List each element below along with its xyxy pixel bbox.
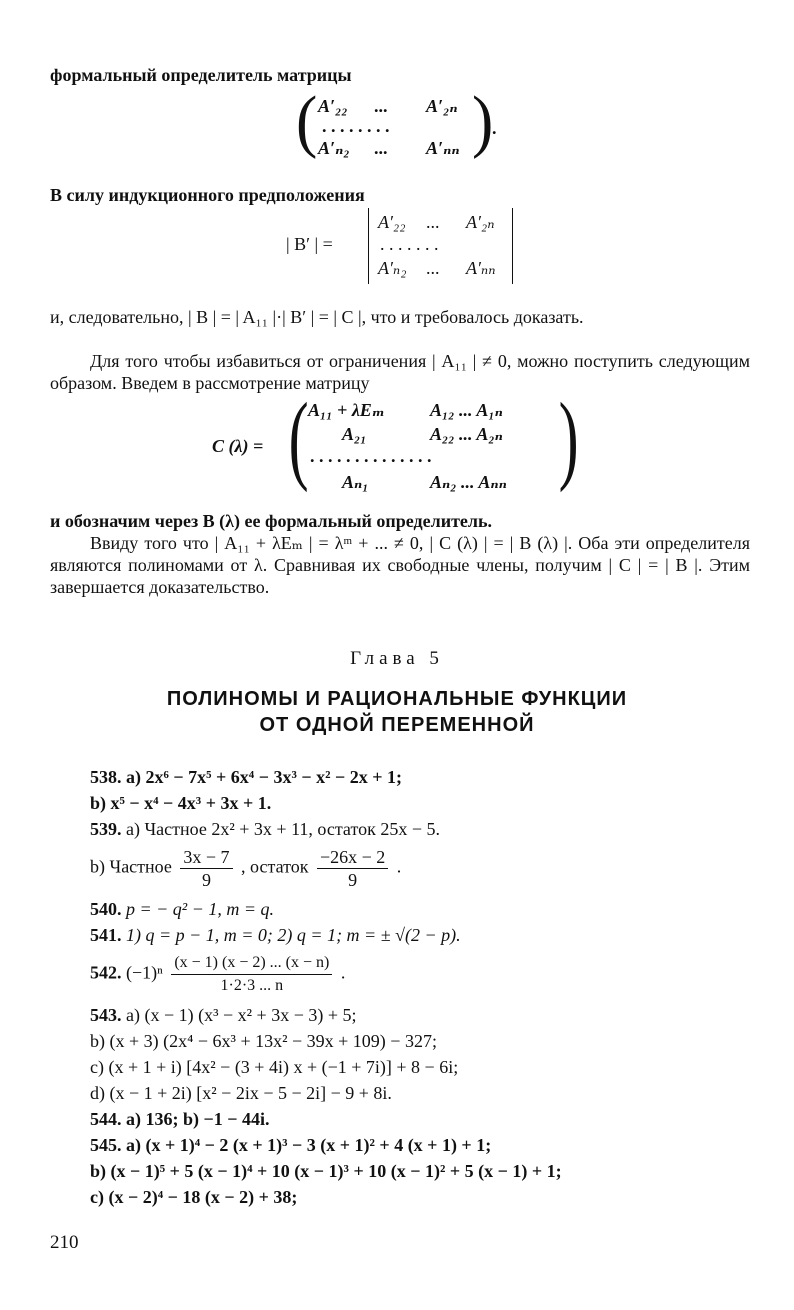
answer-543b: [90, 1030, 437, 1052]
fraction-2-numerator: −26x − 2: [317, 846, 388, 869]
answer-542: [90, 952, 345, 997]
intro-line: формальный определитель матрицы: [50, 65, 352, 85]
c-a11: A₁₁ + λEₘ: [308, 400, 385, 420]
c-dots: . . . . . . . . . . . . . .: [310, 446, 432, 466]
answer-text: a) 136; b) −1 − 44i.: [126, 1109, 270, 1129]
det-right-bar: [512, 208, 513, 284]
answer-539b: [90, 846, 401, 891]
det-an2: A′ₙ₂: [378, 258, 407, 278]
answer-text: a) 2x⁶ − 7x⁵ + 6x⁴ − 3x³ − x² − 2x + 1;: [126, 767, 403, 787]
answer-text: b) x⁵ − x⁴ − 4x³ + 3x + 1.: [90, 793, 272, 813]
paragraph-4: Ввиду того что | A₁₁ + λEₘ | = λᵐ + ... ≠ 0, | C (λ) | = | B (λ) |. Оба эти определителя являются полиномами от λ. Сравнивая их свободные члены, получим | C | = | B |. Этим завершается доказательство.: [50, 533, 750, 597]
induction-line: В силу индукционного предположения: [50, 185, 365, 205]
c-left-paren: (: [288, 382, 309, 493]
matrix1-a2n: A′₂ₙ: [426, 96, 458, 116]
det-label: | B′ | =: [286, 234, 333, 254]
matrix-c-lambda: [212, 382, 582, 504]
answer-text-mid: , остаток: [241, 856, 309, 877]
c-an1: Aₙ₁: [342, 472, 369, 492]
answer-543d: [90, 1082, 392, 1104]
fraction-3-numerator: (x − 1) (x − 2) ... (x − n): [171, 952, 332, 975]
answer-text: p = − q² − 1, m = q.: [126, 899, 274, 919]
answer-539a: [90, 818, 440, 840]
answer-number: 538.: [90, 767, 122, 787]
c-right-paren: ): [558, 382, 579, 493]
det-ann: A′ₙₙ: [466, 258, 496, 278]
right-paren: ): [472, 81, 494, 160]
matrix-1: ( A′₂₂ ... A′₂ₙ . . . . . . . . A′ₙ₂ ... A′ₙₙ ) .: [296, 92, 496, 172]
fraction-1-denominator: 9: [201, 870, 211, 890]
answer-number: 541.: [90, 925, 122, 945]
answer-text-pre: (−1)ⁿ: [126, 962, 163, 983]
matrix1-dots-top: ...: [374, 96, 388, 116]
c-label: C (λ) =: [212, 436, 264, 456]
paragraph-1: и, следовательно, | B | = | A₁₁ |·| B′ | = | C |, что и требовалось доказать.: [50, 307, 584, 327]
matrix1-dots-bottom: ...: [374, 138, 388, 158]
paragraph-3: и обозначим через B (λ) ее формальный определитель.: [50, 511, 493, 531]
det-dots-bottom: ...: [426, 258, 440, 278]
answer-text: c) (x + 1 + i) [4x² − (3 + 4i) x + (−1 + 7i)] + 8 − 6i;: [90, 1057, 459, 1077]
answer-541: [90, 924, 461, 946]
fraction-3-denominator: 1·2·3 ... n: [220, 977, 284, 994]
c-a21: A₂₁: [342, 424, 367, 444]
det-left-bar: [368, 208, 369, 284]
det-dots-top: ...: [426, 212, 440, 232]
answer-545a: [90, 1134, 491, 1156]
answer-number: 545.: [90, 1135, 122, 1155]
det-b-prime: [286, 206, 526, 286]
fraction-1-numerator: 3x − 7: [180, 846, 232, 869]
fraction-3: [171, 952, 332, 997]
matrix1-a22: A′₂₂: [318, 96, 348, 116]
answer-text: c) (x − 2)⁴ − 18 (x − 2) + 38;: [90, 1187, 298, 1207]
matrix1-an2: A′ₙ₂: [318, 138, 350, 158]
chapter-title-line-1: ПОЛИНОМЫ И РАЦИОНАЛЬНЫЕ ФУНКЦИИ: [166, 688, 628, 710]
answer-543c: [90, 1056, 458, 1078]
answer-543a: [90, 1004, 357, 1026]
page-number: 210: [50, 1232, 79, 1253]
det-dots: . . . . . . .: [380, 234, 439, 254]
det-a22: A′₂₂: [378, 212, 406, 232]
answer-545b: [90, 1160, 562, 1182]
answer-number: 540.: [90, 899, 122, 919]
det-a2n: A′₂ₙ: [466, 212, 495, 232]
answer-text: b) (x + 3) (2x⁴ − 6x³ + 13x² − 39x + 109) − 327;: [90, 1031, 437, 1051]
matrix1-dots: . . . . . . . .: [322, 116, 390, 136]
answer-text: d) (x − 1 + 2i) [x² − 2ix − 5 − 2i] − 9 + 8i.: [90, 1083, 392, 1103]
answer-number: 542.: [90, 962, 122, 983]
answer-text: a) (x + 1)⁴ − 2 (x + 1)³ − 3 (x + 1)² + 4 (x + 1) + 1;: [126, 1135, 492, 1155]
chapter-label: Глава 5: [350, 648, 444, 669]
answer-text: a) Частное 2x² + 3x + 11, остаток 25x − 5.: [126, 819, 440, 839]
matrix1-ann: A′ₙₙ: [426, 138, 460, 158]
answer-text: b) (x − 1)⁵ + 5 (x − 1)⁴ + 10 (x − 1)³ + 10 (x − 1)² + 5 (x − 1) + 1;: [90, 1161, 562, 1181]
answer-text: 1) q = p − 1, m = 0; 2) q = 1; m = ± √(2 − p).: [126, 925, 461, 945]
answer-number: 543.: [90, 1005, 122, 1025]
answer-text-pre: b) Частное: [90, 856, 172, 877]
answer-text-post: .: [340, 962, 346, 983]
answer-544: [90, 1108, 270, 1130]
c-a12-a1n: A₁₂ ... A₁ₙ: [430, 400, 503, 420]
c-an2-ann: Aₙ₂ ... Aₙₙ: [430, 472, 507, 492]
c-a22-a2n: A₂₂ ... A₂ₙ: [430, 424, 503, 444]
answer-538b: [90, 792, 271, 814]
answer-text: a) (x − 1) (x³ − x² + 3x − 3) + 5;: [126, 1005, 357, 1025]
fraction-2: [317, 846, 388, 891]
answer-number: 539.: [90, 819, 122, 839]
answer-540: [90, 898, 274, 920]
fraction-1: [180, 846, 232, 891]
answer-545c: [90, 1186, 297, 1208]
answer-number: 544.: [90, 1109, 122, 1129]
answer-text-post: .: [396, 856, 402, 877]
fraction-2-denominator: 9: [348, 870, 358, 890]
paragraph-2: Для того чтобы избавиться от ограничения | A₁₁ | ≠ 0, можно поступить следующим образом. Введем в рассмотрение матрицу: [50, 351, 750, 393]
chapter-title-line-2: ОТ ОДНОЙ ПЕРЕМЕННОЙ: [259, 714, 535, 736]
left-paren: (: [296, 81, 318, 160]
answer-538a: [90, 766, 402, 788]
